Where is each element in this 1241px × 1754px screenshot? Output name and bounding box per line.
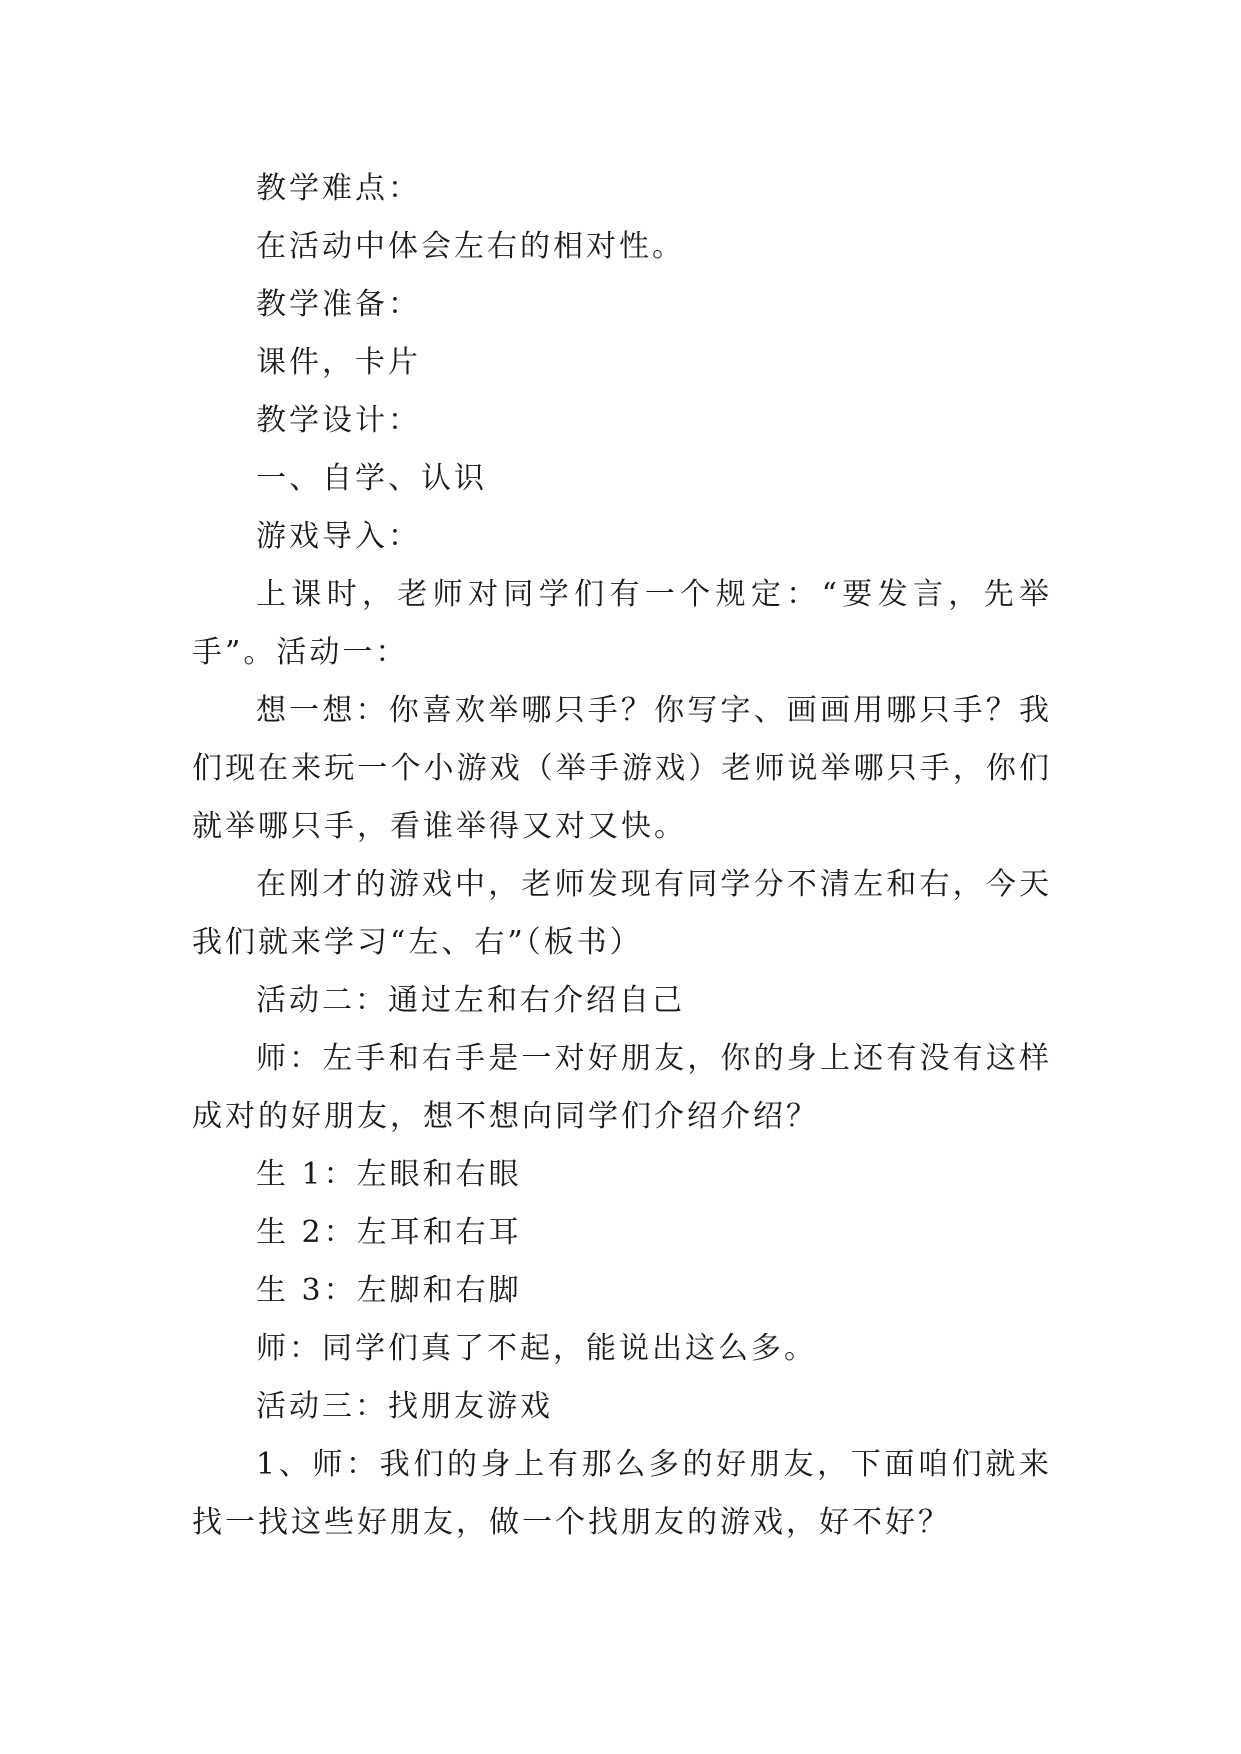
document-body	[192, 160, 1052, 1552]
paragraph-student-3: 生 3：左脚和右脚	[256, 1273, 522, 1308]
heading-game-intro: 游戏导入：	[256, 519, 421, 554]
heading-section-one: 一、自学、认识	[256, 461, 487, 496]
heading-activity-three: 活动三：找朋友游戏	[256, 1389, 553, 1424]
heading-activity-two: 活动二：通过左和右介绍自己	[256, 983, 685, 1018]
paragraph-preparation-content: 课件，卡片	[256, 345, 421, 380]
paragraph-difficulty-content: 在活动中体会左右的相对性。	[256, 229, 685, 264]
heading-teaching-difficulty: 教学难点：	[256, 171, 421, 206]
paragraph-class-rule: 上课时，老师对同学们有一个规定：“要发言，先举手”。活动一：	[192, 577, 1052, 670]
paragraph-find-friends: 1、师：我们的身上有那么多的好朋友，下面咱们就来找一找这些好朋友，做一个找朋友的游戏，好不好？	[192, 1447, 1052, 1540]
heading-teaching-preparation: 教学准备：	[256, 287, 421, 322]
paragraph-teacher-praise: 师：同学们真了不起，能说出这么多。	[256, 1331, 817, 1366]
heading-teaching-design: 教学设计：	[256, 403, 421, 438]
paragraph-student-2: 生 2：左耳和右耳	[256, 1215, 522, 1250]
paragraph-left-right-intro: 在刚才的游戏中，老师发现有同学分不清左和右，今天我们就来学习“左、右”（板书）	[192, 867, 1052, 960]
paragraph-student-1: 生 1：左眼和右眼	[256, 1157, 522, 1192]
paragraph-teacher-question: 师：左手和右手是一对好朋友，你的身上还有没有这样成对的好朋友，想不想向同学们介绍介绍？	[192, 1041, 1052, 1134]
paragraph-think: 想一想：你喜欢举哪只手？你写字、画画用哪只手？我们现在来玩一个小游戏（举手游戏）老师说举哪只手，你们就举哪只手，看谁举得又对又快。	[192, 693, 1052, 844]
